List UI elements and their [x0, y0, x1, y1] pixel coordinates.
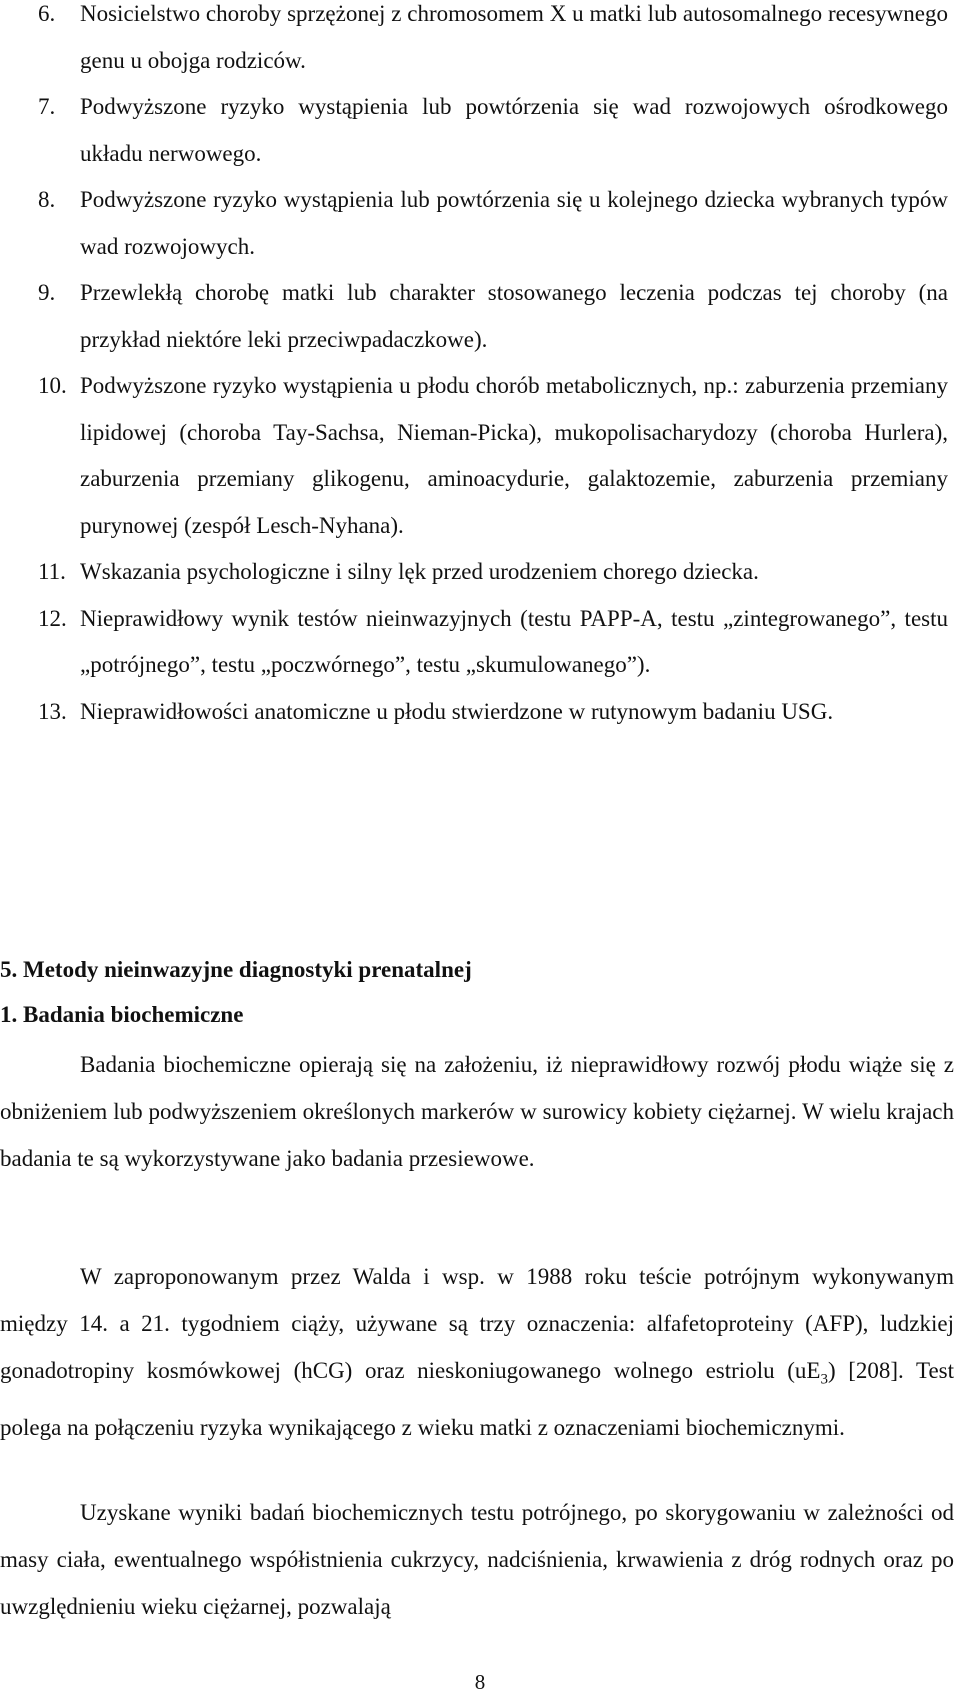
list-item-number: 7. [38, 94, 56, 119]
paragraph-triple-test [0, 1253, 954, 1451]
list-item-number: 9. [38, 280, 56, 305]
list-item [0, 549, 954, 596]
list-item-text: Wskazania psychologiczne i silny lęk przed urodzeniem chorego dziecka. [80, 559, 759, 584]
list-item-text: Nieprawidłowości anatomiczne u płodu stwierdzone w rutynowym badaniu USG. [80, 698, 834, 724]
list-item-number: 12. [38, 605, 67, 631]
paragraph-text: W zaproponowanym przez Walda i wsp. w 1988 roku teście potrójnym wykonywanym między 14. a 21. tygodniem ciąży, używane są trzy oznaczenia: alfafetoproteiny (AFP), ludzkiej gonadotropiny kosmówkowej (hCG) oraz nieskoniugowanego wolnego estriolu (uE [0, 1264, 954, 1383]
list-item-number: 13. [38, 698, 67, 724]
list-item [0, 363, 954, 549]
list-item-text: Przewlekłą chorobę matki lub charakter stosowanego leczenia podczas tej choroby (na przykład niektóre leki przeciwpadaczkowe). [80, 280, 948, 352]
page-number: 8 [474, 1670, 486, 1694]
section-heading: 5. Metody nieinwazyjne diagnostyki prenatalnej [0, 957, 472, 982]
paragraph-text: ) [208]. Test polega na połączeniu ryzyka wynikającego z wieku matki z oznaczeniami biochemicznymi. [0, 1358, 954, 1440]
subsection-heading: 1. Badania biochemiczne [0, 1002, 244, 1027]
list-item-text: Podwyższone ryzyko wystąpienia u płodu chorób metabolicznych, np.: zaburzenia przemiany lipidowej (choroba Tay-Sachsa, Nieman-Picka), mukopolisacharydozy (choroba Hurlera), zaburzenia przemiany glikogenu, aminoacydurie, galaktozemie, zaburzenia przemiany purynowej (zespół Lesch-Nyhana). [80, 373, 948, 538]
list-item [0, 689, 954, 736]
list-item [0, 270, 954, 363]
list-item-number: 6. [38, 1, 56, 26]
list-item [0, 84, 954, 177]
list-item-number: 10. [38, 373, 67, 398]
indications-list [0, 0, 960, 735]
list-item-text: Podwyższone ryzyko wystąpienia lub powtórzenia się wad rozwojowych ośrodkowego układu nerwowego. [80, 94, 948, 166]
list-item-text: Nosicielstwo choroby sprzężonej z chromosomem X u matki lub autosomalnego recesywnego genu u obojga rodziców. [80, 1, 948, 73]
list-item [0, 0, 954, 84]
paragraph-biochemical-basis: Badania biochemiczne opierają się na założeniu, iż nieprawidłowy rozwój płodu wiąże się z obniżeniem lub podwyższeniem określonych markerów w surowicy kobiety ciężarnej. W wielu krajach badania te są wykorzystywane jako badania przesiewowe. [0, 1052, 954, 1171]
list-item [0, 596, 954, 689]
list-item-text: Nieprawidłowy wynik testów nieinwazyjnych (testu PAPP-A, testu „zintegrowanego”, testu „potrójnego”, testu „poczwórnego”, testu „skumulowanego”). [80, 605, 948, 677]
subscript: 3 [820, 1371, 828, 1388]
paragraph-results: Uzyskane wyniki badań biochemicznych testu potrójnego, po skorygowaniu w zależności od masy ciała, ewentualnego współistnienia cukrzycy, nadciśnienia, krwawienia z dróg rodnych oraz po uwzględnieniu wieku ciężarnej, pozwalają [0, 1500, 954, 1619]
list-item-number: 11. [38, 559, 66, 584]
list-item-text: Podwyższone ryzyko wystąpienia lub powtórzenia się u kolejnego dziecka wybranych typów wad rozwojowych. [80, 187, 948, 259]
list-item [0, 177, 954, 270]
list-item-number: 8. [38, 187, 56, 212]
